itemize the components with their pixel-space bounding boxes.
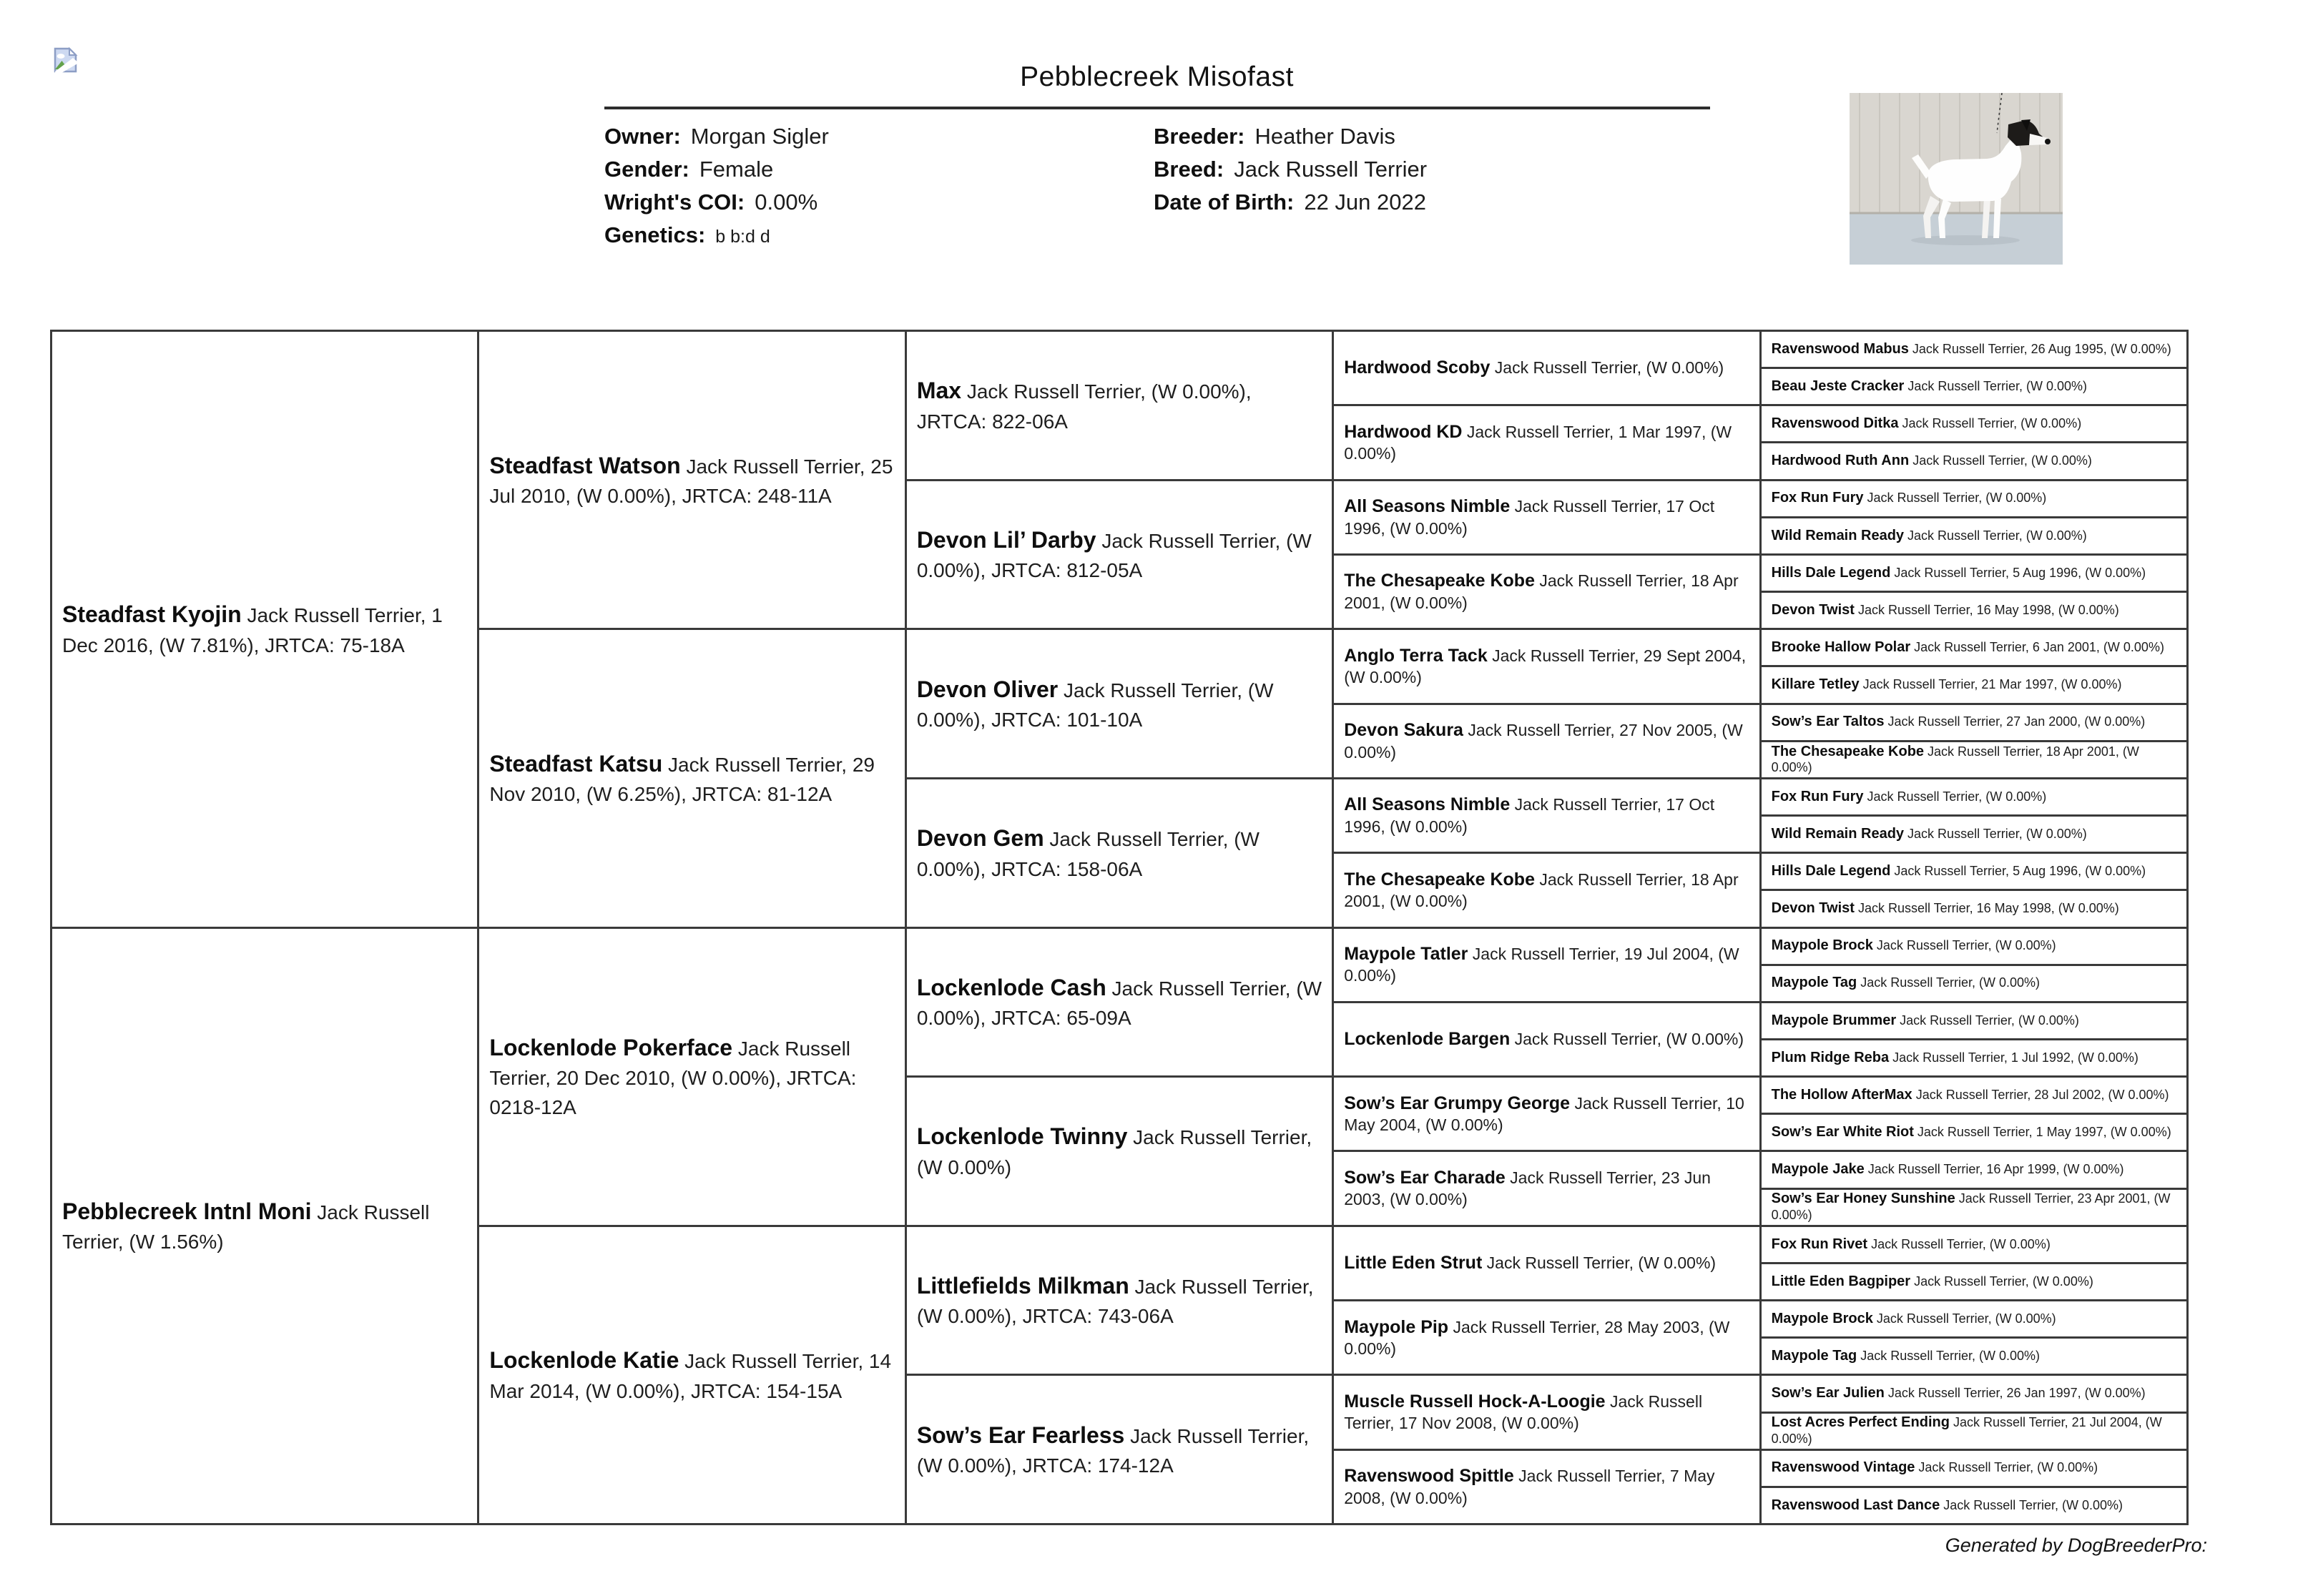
info-label: Genetics: — [604, 222, 706, 247]
dog-details: Jack Russell Terrier, 27 Jan 2000, (W 0.00%) — [1884, 714, 2146, 729]
pedigree-cell-g5-15 — [1762, 854, 2186, 891]
dog-details: Jack Russell Terrier, (W 0.00%) — [1490, 358, 1724, 378]
dog-photo — [1850, 93, 2063, 265]
dog-name: Ravenswood Ditka — [1771, 415, 1899, 432]
pedigree-cell-g4-16 — [1334, 1451, 1759, 1523]
dog-name: Steadfast Kyojin — [62, 601, 242, 628]
dog-entry — [1344, 1316, 1750, 1360]
dog-name: Fox Run Fury — [1771, 788, 1864, 804]
dog-entry — [62, 1195, 468, 1257]
footer-credit: Generated by DogBreederPro: — [1945, 1535, 2207, 1556]
dog-details: Jack Russell Terrier, 10 May 2004, (W 0.00%) — [1344, 1093, 1744, 1135]
dog-name: Maypole Pip — [1344, 1316, 1449, 1337]
dog-details: Jack Russell Terrier, (W 0.00%), JRTCA: 743-06A — [916, 1276, 1314, 1328]
dog-entry — [917, 673, 1323, 735]
info-value: Jack Russell Terrier — [1234, 157, 1428, 182]
info-label: Date of Birth: — [1154, 189, 1295, 215]
dog-name: Wild Remain Ready — [1771, 527, 1905, 543]
dog-entry — [1772, 676, 2122, 694]
dog-name: Little Eden Bagpiper — [1771, 1273, 1911, 1289]
info-row-left-2 — [604, 186, 829, 219]
dog-details: Jack Russell Terrier, (W 0.00%) — [1898, 416, 2082, 431]
info-value: Heather Davis — [1254, 124, 1395, 149]
pedigree-cell-g5-19 — [1762, 1003, 2186, 1040]
dog-details: Jack Russell Terrier, (W 0.00%) — [1915, 1460, 2098, 1475]
dog-name: Maypole Brock — [1771, 937, 1873, 954]
dog-entry — [1772, 341, 2171, 358]
dog-entry — [1344, 420, 1750, 465]
pedigree-cell-g5-30 — [1762, 1414, 2186, 1451]
dog-details: Jack Russell Terrier, (W 0.00%) — [1510, 1030, 1744, 1049]
pedigree-cell-g5-8 — [1762, 593, 2186, 630]
dog-details: Jack Russell Terrier, (W 0.00%) — [1872, 1311, 2056, 1326]
pedigree-cell-g4-14 — [1334, 1301, 1759, 1376]
dog-name: The Chesapeake Kobe — [1344, 869, 1535, 890]
dog-details: Jack Russell Terrier, 16 Apr 1999, (W 0.00%) — [1864, 1162, 2124, 1177]
dog-name: Pebblecreek Intnl Moni — [62, 1198, 312, 1224]
dog-details: Jack Russell Terrier, (W 0.00%) — [1904, 378, 2088, 393]
info-value: 0.00% — [755, 189, 818, 215]
pedigree-table — [50, 330, 2189, 1525]
pedigree-cell-g5-18 — [1762, 966, 2186, 1003]
dog-details: Jack Russell Terrier, 1 Mar 1997, (W 0.00%) — [1344, 422, 1732, 463]
dog-details: Jack Russell Terrier, 25 Jul 2010, (W 0.00%), JRTCA: 248-11A — [489, 455, 893, 508]
dog-details: Jack Russell Terrier, 16 May 1998, (W 0.00%) — [1854, 602, 2119, 617]
info-value: Morgan Sigler — [690, 124, 829, 149]
dog-details: Jack Russell Terrier, (W 0.00%), JRTCA: 822-06A — [916, 380, 1252, 433]
dog-details: Jack Russell Terrier, (W 0.00%) — [1904, 528, 2087, 543]
dog-entry — [1772, 863, 2146, 880]
dog-entry — [1772, 1274, 2093, 1291]
dog-name: The Chesapeake Kobe — [1771, 743, 1925, 759]
pedigree-cell-g4-12 — [1334, 1152, 1759, 1226]
info-row-left-1 — [604, 153, 829, 186]
pedigree-cell-g5-10 — [1762, 667, 2186, 704]
broken-image-icon — [51, 47, 79, 73]
pedigree-cell-g5-24 — [1762, 1190, 2186, 1227]
info-label: Wright's COI: — [604, 189, 745, 215]
dog-details: Jack Russell Terrier, (W 0.00%), JRTCA: 174-12A — [916, 1424, 1310, 1477]
dog-entry — [1772, 1050, 2138, 1067]
dog-entry — [1772, 1348, 2040, 1365]
dog-name: The Hollow AfterMax — [1771, 1086, 1912, 1103]
dog-details: Jack Russell Terrier, 17 Nov 2008, (W 0.00%) — [1344, 1391, 1703, 1433]
info-value: Female — [699, 157, 774, 182]
dog-name: Ravenswood Last Dance — [1771, 1497, 1940, 1513]
pedigree-cell-g5-25 — [1762, 1227, 2186, 1264]
dog-name: Maypole Brummer — [1771, 1012, 1897, 1028]
pedigree-cell-g3-3 — [907, 630, 1332, 779]
dog-name: Devon Lil’ Darby — [916, 526, 1096, 553]
dog-entry — [1772, 714, 2146, 731]
dog-details: Jack Russell Terrier, 29 Nov 2010, (W 6.25%), JRTCA: 81-12A — [489, 753, 875, 806]
dog-details: Jack Russell Terrier, 16 May 1998, (W 0.00%) — [1854, 901, 2119, 916]
dog-entry — [1772, 1236, 2051, 1253]
dog-name: Plum Ridge Reba — [1771, 1049, 1890, 1065]
pedigree-cell-g4-4 — [1334, 556, 1759, 630]
dog-details: Jack Russell Terrier, (W 0.00%) — [1872, 938, 2056, 953]
dog-name: Steadfast Watson — [489, 452, 681, 478]
dog-name: Max — [916, 378, 962, 404]
dog-entry — [917, 374, 1323, 436]
dog-details: Jack Russell Terrier, 18 Apr 2001, (W 0.00%) — [1344, 870, 1739, 911]
dog-entry — [917, 1120, 1323, 1182]
dog-entry — [1344, 495, 1750, 539]
dog-name: Anglo Terra Tack — [1344, 645, 1488, 666]
dog-name: Sow’s Ear White Riot — [1771, 1124, 1914, 1141]
generation-column-4 — [1332, 332, 1759, 1523]
dog-entry — [1772, 789, 2047, 806]
dog-details: Jack Russell Terrier, 1 May 1997, (W 0.00%) — [1913, 1125, 2171, 1140]
dog-name: Brooke Hallow Polar — [1771, 639, 1911, 656]
info-value: b b:d d — [715, 227, 770, 247]
pedigree-cell-g4-10 — [1334, 1003, 1759, 1078]
dog-entry — [1772, 453, 2092, 470]
pedigree-cell-g5-29 — [1762, 1376, 2186, 1413]
dog-name: Lockenlode Bargen — [1344, 1029, 1511, 1050]
pedigree-cell-g5-26 — [1762, 1264, 2186, 1301]
dog-name: Devon Sakura — [1344, 720, 1463, 741]
dog-details: Jack Russell Terrier, (W 1.56%) — [62, 1201, 430, 1253]
dog-entry — [1344, 1166, 1750, 1211]
dog-entry — [1772, 1497, 2123, 1514]
dog-details: Jack Russell Terrier, 26 Aug 1995, (W 0.00%) — [1908, 341, 2171, 356]
pedigree-cell-g5-5 — [1762, 481, 2186, 518]
pedigree-cell-g1-2 — [52, 929, 477, 1524]
info-left-column — [604, 120, 829, 252]
dog-details: Jack Russell Terrier, 20 Dec 2010, (W 0.00%), JRTCA: 0218-12A — [489, 1037, 857, 1118]
dog-entry — [1772, 1459, 2098, 1477]
dog-name: Ravenswood Vintage — [1771, 1459, 1915, 1476]
dog-details: Jack Russell Terrier, 29 Sept 2004, (W 0.00%) — [1344, 646, 1747, 687]
generation-column-3 — [905, 332, 1332, 1523]
dog-name: Wild Remain Ready — [1771, 825, 1905, 842]
pedigree-cell-g5-6 — [1762, 518, 2186, 556]
dog-entry — [1344, 793, 1750, 837]
dog-details: Jack Russell Terrier, 21 Mar 1997, (W 0.00%) — [1859, 677, 2122, 692]
dog-name: Beau Jeste Cracker — [1771, 378, 1905, 394]
pedigree-cell-g5-22 — [1762, 1115, 2186, 1152]
pedigree-cell-g2-4 — [479, 1227, 904, 1523]
dog-details: Jack Russell Terrier, 19 Jul 2004, (W 0.00%) — [1344, 944, 1739, 985]
dog-entry — [1772, 528, 2087, 545]
info-label: Gender: — [604, 157, 689, 182]
dog-entry — [1772, 975, 2040, 992]
pedigree-cell-g4-9 — [1334, 929, 1759, 1003]
generation-column-2 — [477, 332, 904, 1523]
dog-entry — [1772, 937, 2056, 955]
dog-entry — [1344, 1251, 1716, 1275]
dog-name: Killare Tetley — [1771, 676, 1860, 693]
dog-details: Jack Russell Terrier, 21 Jul 2004, (W 0.00%) — [1771, 1415, 2162, 1446]
dog-details: Jack Russell Terrier, 18 Apr 2001, (W 0.00%) — [1771, 744, 2139, 775]
dog-name: Maypole Brock — [1771, 1310, 1873, 1326]
dog-entry — [1772, 415, 2082, 433]
dog-details: Jack Russell Terrier, 26 Jan 1997, (W 0.00%) — [1884, 1386, 2146, 1401]
dog-entry — [1344, 644, 1750, 689]
dog-details: Jack Russell Terrier, 6 Jan 2001, (W 0.00%) — [1910, 640, 2164, 655]
pedigree-cell-g4-3 — [1334, 481, 1759, 556]
dog-name: Maypole Jake — [1771, 1161, 1865, 1178]
pedigree-cell-g5-11 — [1762, 705, 2186, 742]
dog-name: Maypole Tag — [1771, 1348, 1857, 1364]
info-row-right-0 — [1154, 120, 1427, 153]
dog-name: Sow’s Ear Grumpy George — [1344, 1093, 1571, 1113]
dog-name: Hills Dale Legend — [1771, 564, 1891, 581]
dog-name: Little Eden Strut — [1344, 1253, 1483, 1274]
dog-entry — [917, 1419, 1323, 1481]
dog-name: Devon Gem — [916, 825, 1044, 852]
dog-details: Jack Russell Terrier, (W 0.00%) — [1909, 453, 2092, 468]
pedigree-cell-g4-5 — [1334, 630, 1759, 704]
pedigree-cell-g4-6 — [1334, 705, 1759, 779]
pedigree-cell-g3-7 — [907, 1227, 1332, 1376]
dog-name: Maypole Tatler — [1344, 943, 1468, 964]
dog-details: Jack Russell Terrier, (W 0.00%) — [1940, 1497, 2123, 1512]
pedigree-cell-g2-3 — [479, 929, 904, 1227]
dog-details: Jack Russell Terrier, 5 Aug 1996, (W 0.00%) — [1890, 565, 2146, 580]
dog-name: Sow’s Ear Fearless — [916, 1422, 1125, 1448]
dog-details: Jack Russell Terrier, (W 0.00%) — [1863, 491, 2047, 506]
dog-entry — [1344, 868, 1750, 912]
dog-name: Maypole Tag — [1771, 975, 1857, 991]
dog-entry — [917, 523, 1323, 586]
dog-details: Jack Russell Terrier, (W 0.00%) — [916, 1126, 1312, 1178]
pedigree-cell-g5-17 — [1762, 929, 2186, 966]
pedigree-cell-g5-20 — [1762, 1040, 2186, 1078]
dog-name: Hills Dale Legend — [1771, 862, 1891, 879]
dog-details: Jack Russell Terrier, (W 0.00%), JRTCA: 812-05A — [916, 529, 1312, 582]
dog-entry — [1772, 1191, 2178, 1223]
dog-entry — [1772, 1414, 2178, 1447]
dog-name: Steadfast Katsu — [489, 750, 663, 777]
pedigree-cell-g1-1 — [52, 332, 477, 929]
dog-name: Ravenswood Mabus — [1771, 340, 1909, 357]
info-label: Breeder: — [1154, 124, 1245, 149]
dog-details: Jack Russell Terrier, 14 Mar 2014, (W 0.00%), JRTCA: 154-15A — [489, 1350, 892, 1402]
dog-name: Lockenlode Cash — [916, 974, 1106, 1000]
dog-details: Jack Russell Terrier, 1 Jul 1992, (W 0.00%) — [1889, 1050, 2138, 1065]
dog-details: Jack Russell Terrier, 18 Apr 2001, (W 0.00%) — [1344, 571, 1739, 612]
dog-entry — [1772, 826, 2087, 843]
dog-name: Lockenlode Pokerface — [489, 1034, 733, 1060]
dog-details: Jack Russell Terrier, (W 0.00%), JRTCA: 158-06A — [916, 828, 1259, 880]
dog-entry — [1344, 569, 1750, 614]
pedigree-cell-g3-4 — [907, 779, 1332, 929]
pedigree-cell-g2-2 — [479, 630, 904, 928]
dog-details: Jack Russell Terrier, (W 0.00%) — [1863, 789, 2047, 804]
pedigree-cell-g3-5 — [907, 929, 1332, 1078]
dog-entry — [1772, 565, 2146, 582]
dog-name: Sow’s Ear Julien — [1771, 1385, 1885, 1402]
dog-name: Lost Acres Perfect Ending — [1771, 1414, 1950, 1431]
pedigree-cell-g5-13 — [1762, 779, 2186, 817]
dog-name: Ravenswood Spittle — [1344, 1466, 1514, 1487]
pedigree-cell-g4-15 — [1334, 1376, 1759, 1450]
dog-details: Jack Russell Terrier, (W 0.00%), JRTCA: 65-09A — [916, 977, 1322, 1030]
pedigree-cell-g5-16 — [1762, 891, 2186, 928]
pedigree-cell-g2-1 — [479, 332, 904, 630]
dog-name: Lockenlode Twinny — [916, 1123, 1128, 1150]
dog-name: Littlefields Milkman — [916, 1273, 1129, 1299]
title-divider — [604, 107, 1710, 109]
dog-entry — [1772, 1311, 2056, 1328]
dog-name: Muscle Russell Hock-A-Loogie — [1344, 1391, 1606, 1412]
pedigree-cell-g5-28 — [1762, 1339, 2186, 1376]
dog-name: Lockenlode Katie — [489, 1347, 679, 1374]
dog-name: Sow’s Ear Charade — [1344, 1167, 1506, 1188]
dog-details: Jack Russell Terrier, 7 May 2008, (W 0.00%) — [1344, 1467, 1715, 1507]
dog-entry — [1772, 744, 2178, 776]
dog-details: Jack Russell Terrier, 27 Nov 2005, (W 0.00%) — [1344, 721, 1743, 762]
dog-entry — [1344, 1464, 1750, 1509]
dog-details: Jack Russell Terrier, (W 0.00%) — [1896, 1013, 2079, 1028]
dog-entry — [1772, 900, 2119, 917]
dog-name: The Chesapeake Kobe — [1344, 571, 1535, 591]
dog-entry — [1772, 490, 2047, 507]
dog-entry — [62, 598, 468, 660]
pedigree-cell-g5-3 — [1762, 406, 2186, 443]
info-row-left-0 — [604, 120, 829, 153]
dog-entry — [1772, 378, 2087, 395]
dog-details: Jack Russell Terrier, 17 Oct 1996, (W 0.00%) — [1344, 497, 1715, 538]
pedigree-cell-g3-8 — [907, 1376, 1332, 1523]
dog-details: Jack Russell Terrier, (W 0.00%) — [1482, 1253, 1717, 1273]
dog-entry — [917, 971, 1323, 1033]
info-label: Owner: — [604, 124, 681, 149]
dog-entry — [1772, 639, 2164, 656]
pedigree-cell-g5-12 — [1762, 742, 2186, 779]
pedigree-cell-g5-23 — [1762, 1152, 2186, 1189]
dog-entry — [1344, 719, 1750, 763]
page-title: Pebblecreek Misofast — [1020, 61, 1294, 92]
dog-details: Jack Russell Terrier, (W 0.00%) — [1857, 975, 2041, 990]
dog-entry — [1772, 602, 2119, 619]
pedigree-cell-g5-21 — [1762, 1078, 2186, 1115]
pedigree-cell-g5-7 — [1762, 556, 2186, 593]
dog-entry — [1772, 1087, 2169, 1104]
dog-entry — [1772, 1013, 2079, 1030]
pedigree-cell-g5-9 — [1762, 630, 2186, 667]
dog-details: Jack Russell Terrier, 23 Jun 2003, (W 0.00%) — [1344, 1168, 1711, 1209]
pedigree-cell-g5-14 — [1762, 817, 2186, 854]
info-row-right-2 — [1154, 186, 1427, 219]
dog-entry — [1344, 1092, 1750, 1136]
info-row-left-3 — [604, 219, 829, 252]
dog-details: Jack Russell Terrier, (W 0.00%) — [1867, 1236, 2051, 1251]
dog-details: Jack Russell Terrier, 1 Dec 2016, (W 7.81%), JRTCA: 75-18A — [62, 604, 443, 656]
dog-name: Sow’s Ear Honey Sunshine — [1771, 1191, 1955, 1207]
dog-details: Jack Russell Terrier, (W 0.00%) — [1857, 1349, 2041, 1363]
pedigree-cell-g5-2 — [1762, 369, 2186, 406]
dog-entry — [1772, 1124, 2171, 1141]
dog-details: Jack Russell Terrier, (W 0.00%) — [1904, 826, 2087, 841]
dog-details: Jack Russell Terrier, (W 0.00%) — [1910, 1274, 2093, 1289]
dog-name: Hardwood Ruth Ann — [1771, 453, 1910, 469]
pedigree-cell-g4-8 — [1334, 854, 1759, 928]
info-row-right-1 — [1154, 153, 1427, 186]
dog-entry — [917, 1269, 1323, 1331]
pedigree-cell-g5-1 — [1762, 332, 2186, 369]
info-value: 22 Jun 2022 — [1304, 189, 1426, 215]
dog-details: Jack Russell Terrier, (W 0.00%), JRTCA: 101-10A — [916, 679, 1274, 731]
pedigree-cell-g4-13 — [1334, 1227, 1759, 1301]
dog-entry — [1772, 1161, 2124, 1178]
dog-name: Sow’s Ear Taltos — [1771, 714, 1885, 730]
dog-name: Fox Run Rivet — [1771, 1236, 1868, 1252]
pedigree-cell-g3-1 — [907, 332, 1332, 481]
dog-details: Jack Russell Terrier, 17 Oct 1996, (W 0.00%) — [1344, 795, 1715, 836]
pedigree-cell-g4-2 — [1334, 406, 1759, 481]
dog-name: All Seasons Nimble — [1344, 794, 1511, 815]
generation-column-5 — [1759, 332, 2186, 1523]
dog-entry — [489, 449, 895, 511]
dog-entry — [489, 1344, 895, 1406]
info-right-column — [1154, 120, 1427, 219]
dog-entry — [917, 822, 1323, 884]
dog-entry — [1344, 356, 1724, 380]
dog-name: Devon Twist — [1771, 601, 1855, 618]
pedigree-cell-g4-7 — [1334, 779, 1759, 854]
pedigree-cell-g5-31 — [1762, 1451, 2186, 1488]
pedigree-cell-g3-2 — [907, 481, 1332, 631]
pedigree-cell-g4-1 — [1334, 332, 1759, 406]
dog-name: Devon Twist — [1771, 900, 1855, 917]
pedigree-cell-g5-27 — [1762, 1301, 2186, 1339]
pedigree-cell-g5-4 — [1762, 443, 2186, 481]
dog-details: Jack Russell Terrier, 5 Aug 1996, (W 0.00%) — [1890, 863, 2146, 878]
dog-entry — [1344, 1028, 1744, 1051]
dog-entry — [1772, 1385, 2146, 1402]
dog-entry — [489, 1031, 895, 1123]
pedigree-cell-g5-32 — [1762, 1488, 2186, 1523]
dog-entry — [1344, 942, 1750, 987]
generation-column-1 — [52, 332, 477, 1523]
dog-name: Devon Oliver — [916, 676, 1059, 702]
dog-name: All Seasons Nimble — [1344, 496, 1511, 517]
dog-entry — [489, 747, 895, 809]
dog-details: Jack Russell Terrier, 23 Apr 2001, (W 0.00%) — [1771, 1191, 2171, 1223]
dog-details: Jack Russell Terrier, 28 May 2003, (W 0.00%) — [1344, 1317, 1730, 1359]
pedigree-cell-g4-11 — [1334, 1078, 1759, 1152]
info-label: Breed: — [1154, 157, 1224, 182]
dog-entry — [1344, 1390, 1750, 1434]
dog-name: Fox Run Fury — [1771, 490, 1864, 506]
dog-details: Jack Russell Terrier, 28 Jul 2002, (W 0.00%) — [1912, 1087, 2169, 1102]
pedigree-cell-g3-6 — [907, 1078, 1332, 1227]
dog-name: Hardwood KD — [1344, 421, 1463, 442]
dog-name: Hardwood Scoby — [1344, 358, 1491, 378]
